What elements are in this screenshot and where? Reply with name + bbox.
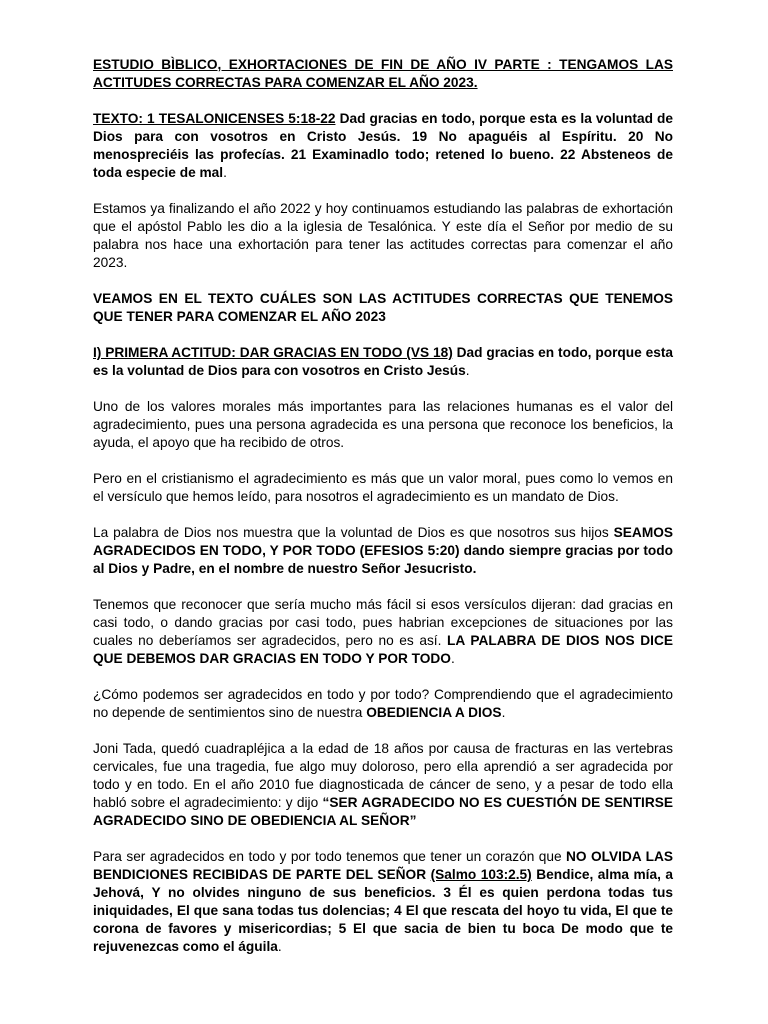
how-bold: OBEDIENCIA A DIOS xyxy=(366,705,502,720)
body-paragraph-blessings xyxy=(93,848,673,956)
scripture-reference: TEXTO: 1 TESALONICENSES 5:18-22 xyxy=(93,111,336,126)
how-end: . xyxy=(501,705,506,720)
first-attitude-text: Dad gracias en todo, porque esta es la voluntad de Dios para con vosotros en Cristo Jesús xyxy=(93,345,674,378)
first-attitude-paragraph xyxy=(93,344,673,380)
joni-quote: “SER AGRADECIDO NO ES CUESTIÓN DE SENTIRSE AGRADECIDO SINO DE OBEDIENCIA AL SEÑOR” xyxy=(93,795,673,828)
scripture-end: . xyxy=(223,165,227,180)
scripture-paragraph xyxy=(93,110,673,182)
body-paragraph-recognize xyxy=(93,596,673,668)
how-text: ¿Cómo podemos ser agradecidos en todo y por todo? Comprendiendo que el agradecimiento no depende de sentimientos sino de nuestra xyxy=(93,687,673,720)
joni-text: Joni Tada, quedó cuadrapléjica a la edad de 18 años por causa de fracturas en las vertebras cervicales, fue una tragedia, fue algo muy doloroso, pero ella aprendió a ser agradecida por todo y en todo. En el año 2010 fue diagnosticada de cáncer de seno, y a pesar de todo ella habló sobre el agradecimiento: y dijo xyxy=(93,741,673,810)
recognize-end: . xyxy=(450,651,455,666)
blessings-bold: NO OLVIDA LAS BENDICIONES RECIBIDAS DE PARTE DEL SEÑOR xyxy=(93,849,673,882)
body-paragraph-joni-tada xyxy=(93,740,673,830)
first-attitude-end: . xyxy=(465,363,470,378)
body-paragraph-moral-values: Uno de los valores morales más importantes para las relaciones humanas es el valor del agradecimiento, pues una persona agradecida es una persona que reconoce los beneficios, la ayuda, el apoyo que ha recibido de otros. xyxy=(93,399,673,450)
blessings-text: Para ser agradecidos en todo y por todo tenemos que tener un corazón que xyxy=(93,849,567,864)
body-paragraph-how xyxy=(93,686,673,722)
scripture-text: Dad gracias en todo, porque esta es la voluntad de Dios para con vosotros en Cristo Jesús. 19 No apaguéis al Espíritu. 20 No menospreciéis las profecías. 21 Examinadlo todo; retened lo bueno. 22 Absteneos de toda especie de mal xyxy=(93,111,673,180)
body-paragraph-christianity: Pero en el cristianismo el agradecimiento es más que un valor moral, pues como lo vemos en el versículo que hemos leído, para nosotros el agradecimiento es un mandato de Dios. xyxy=(93,471,673,504)
document-title: ESTUDIO BÌBLICO, EXHORTACIONES DE FIN DE AÑO IV PARTE : TENGAMOS LAS ACTITUDES CORRECTAS PARA COMENZAR EL AÑO 2023. xyxy=(93,57,673,90)
psalm-reference: (Salmo 103:2.5) xyxy=(430,867,532,882)
intro-paragraph: Estamos ya finalizando el año 2022 y hoy continuamos estudiando las palabras de exhortación que el apóstol Pablo les dio a la iglesia de Tesalónica. Y este día el Señor por medio de su palabra nos hace una exhortación para tener las actitudes correctas para comenzar el año 2023. xyxy=(93,201,673,270)
gods-will-bold: SEAMOS AGRADECIDOS EN TODO, Y POR TODO (EFESIOS 5:20) dando siempre gracias por todo al Dios y Padre, en el nombre de nuestro Señor Jesucristo. xyxy=(93,525,673,576)
blessings-end: . xyxy=(277,939,282,954)
psalm-text: Bendice, alma mía, a Jehová, Y no olvides ninguno de sus beneficios. 3 Él es quien perdona todas tus iniquidades, El que sana todas tus dolencias; 4 El que rescata del hoyo tu vida, El que te corona de favores y misericordias; 5 El que sacia de bien tu boca De modo que te rejuvenezcas como el águila xyxy=(93,867,673,954)
recognize-text: Tenemos que reconocer que sería mucho más fácil si esos versículos dijeran: dad gracias en casi todo, o dando gracias por casi todo, pues habrian excepciones de situaciones por las cuales no deberíamos ser agradecidos, pero no es así. xyxy=(93,597,673,648)
section-heading: VEAMOS EN EL TEXTO CUÁLES SON LAS ACTITUDES CORRECTAS QUE TENEMOS QUE TENER PARA COMENZAR EL AÑO 2023 xyxy=(93,291,673,324)
body-paragraph-gods-will xyxy=(93,524,673,578)
recognize-bold: LA PALABRA DE DIOS NOS DICE QUE DEBEMOS DAR GRACIAS EN TODO Y POR TODO xyxy=(93,633,673,666)
first-attitude-heading: I) PRIMERA ACTITUD: DAR GRACIAS EN TODO (VS 18) xyxy=(93,345,453,360)
gods-will-text: La palabra de Dios nos muestra que la voluntad de Dios es que nosotros sus hijos xyxy=(93,525,614,540)
